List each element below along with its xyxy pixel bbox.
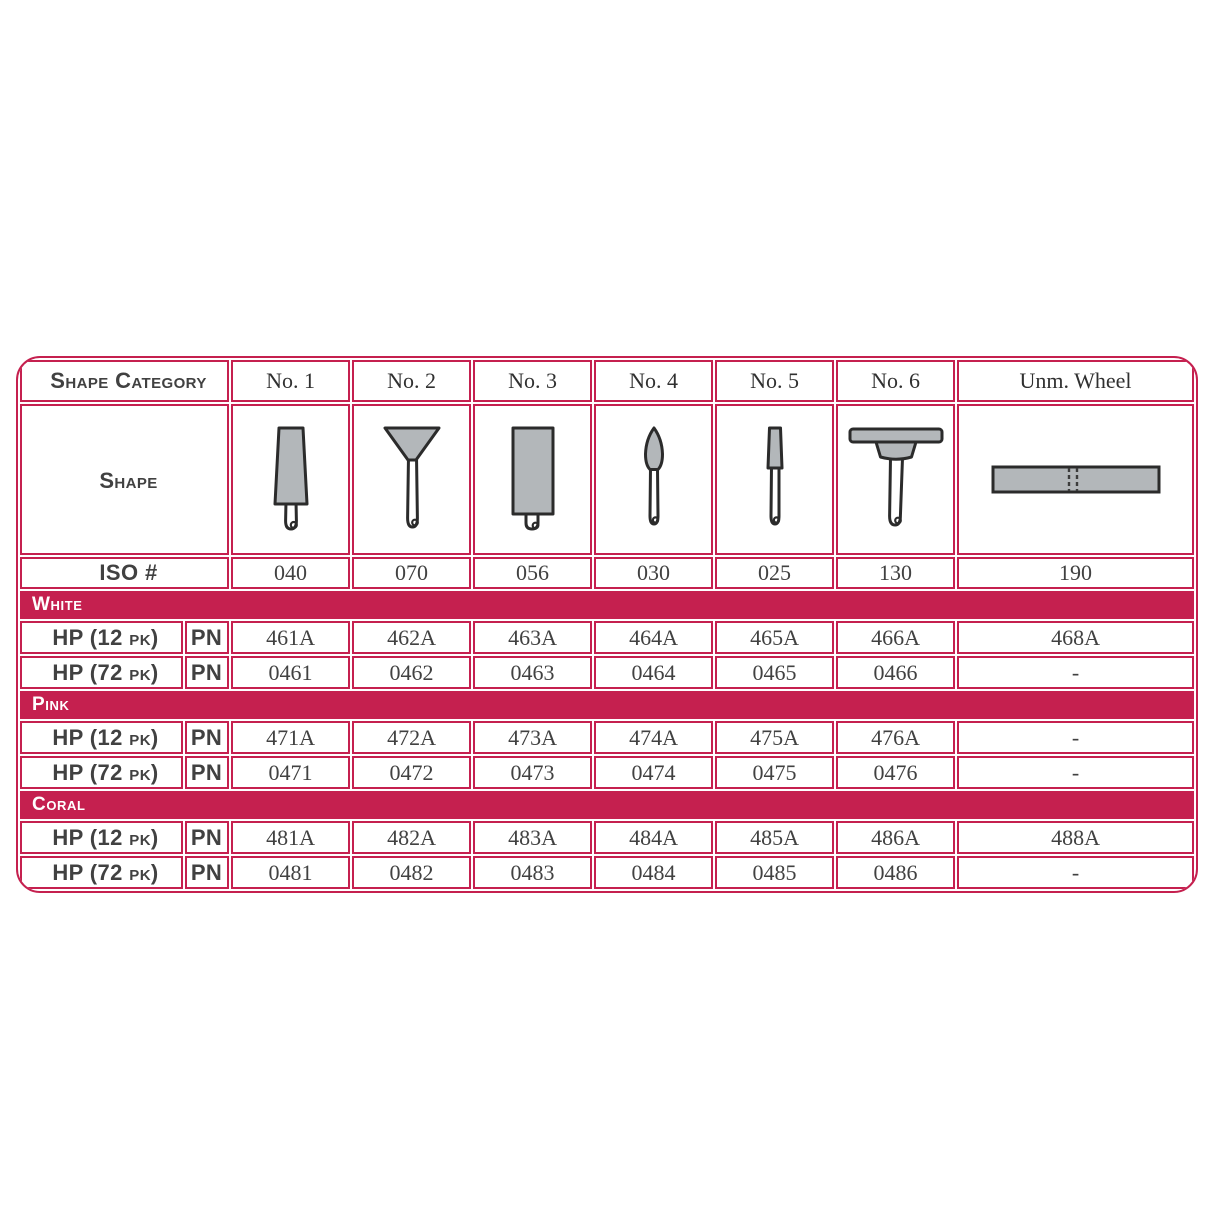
taper-point-icon — [762, 426, 788, 534]
part-number-cell: 488A — [957, 821, 1194, 854]
iso-number-cell: 056 — [473, 557, 592, 589]
part-number-cell: 461A — [231, 621, 350, 654]
part-number-cell: 0485 — [715, 856, 834, 889]
column-header-no6: No. 6 — [836, 360, 955, 402]
pack-size-label: HP (12 pk) — [20, 821, 183, 854]
flame-icon — [639, 426, 669, 534]
iso-number-label: ISO # — [20, 557, 229, 589]
part-number-cell: 0481 — [231, 856, 350, 889]
part-number-cell: 471A — [231, 721, 350, 754]
part-number-cell: 486A — [836, 821, 955, 854]
shape-cell-unm-wheel — [957, 404, 1194, 555]
pack-size-label: HP (72 pk) — [20, 856, 183, 889]
iso-number-cell: 070 — [352, 557, 471, 589]
pn-label: PN — [185, 721, 229, 754]
part-number-cell: 0465 — [715, 656, 834, 689]
part-number-cell: 485A — [715, 821, 834, 854]
pack-size-label: HP (12 pk) — [20, 621, 183, 654]
part-number-cell: 0462 — [352, 656, 471, 689]
iso-number-cell: 040 — [231, 557, 350, 589]
part-number-cell: - — [957, 721, 1194, 754]
part-number-cell: - — [957, 656, 1194, 689]
part-number-cell: 475A — [715, 721, 834, 754]
section-banner-pink: Pink — [20, 691, 1194, 719]
column-header-no5: No. 5 — [715, 360, 834, 402]
pn-label: PN — [185, 821, 229, 854]
column-header-no4: No. 4 — [594, 360, 713, 402]
pn-label: PN — [185, 756, 229, 789]
shape-category-table — [16, 356, 1198, 893]
part-number-cell: 0463 — [473, 656, 592, 689]
part-number-cell: 0466 — [836, 656, 955, 689]
iso-number-cell: 130 — [836, 557, 955, 589]
part-number-cell: 0473 — [473, 756, 592, 789]
inverted-cone-icon — [382, 426, 442, 534]
shape-row-label: Shape — [20, 404, 229, 555]
pn-label: PN — [185, 856, 229, 889]
shape-cell-no3 — [473, 404, 592, 555]
part-number-cell: 473A — [473, 721, 592, 754]
product-grid — [18, 358, 1196, 891]
part-number-cell: 0482 — [352, 856, 471, 889]
shape-cell-no6 — [836, 404, 955, 555]
part-number-cell: 0471 — [231, 756, 350, 789]
part-number-cell: 466A — [836, 621, 955, 654]
pack-size-label: HP (72 pk) — [20, 656, 183, 689]
pn-label: PN — [185, 656, 229, 689]
column-header-unm-wheel: Unm. Wheel — [957, 360, 1194, 402]
shape-cell-no4 — [594, 404, 713, 555]
pn-label: PN — [185, 621, 229, 654]
part-number-cell: 0472 — [352, 756, 471, 789]
unmounted-wheel-icon — [991, 465, 1161, 495]
part-number-cell: 0475 — [715, 756, 834, 789]
part-number-cell: 484A — [594, 821, 713, 854]
shape-cell-no5 — [715, 404, 834, 555]
section-banner-white: White — [20, 591, 1194, 619]
part-number-cell: 0464 — [594, 656, 713, 689]
part-number-cell: 468A — [957, 621, 1194, 654]
part-number-cell: - — [957, 856, 1194, 889]
iso-number-cell: 030 — [594, 557, 713, 589]
shape-cell-no1 — [231, 404, 350, 555]
part-number-cell: 465A — [715, 621, 834, 654]
part-number-cell: - — [957, 756, 1194, 789]
part-number-cell: 464A — [594, 621, 713, 654]
mounted-wheel-icon — [848, 426, 944, 534]
part-number-cell: 0474 — [594, 756, 713, 789]
part-number-cell: 482A — [352, 821, 471, 854]
part-number-cell: 462A — [352, 621, 471, 654]
taper-icon — [271, 426, 311, 534]
pack-size-label: HP (12 pk) — [20, 721, 183, 754]
pack-size-label: HP (72 pk) — [20, 756, 183, 789]
part-number-cell: 463A — [473, 621, 592, 654]
part-number-cell: 0476 — [836, 756, 955, 789]
part-number-cell: 0461 — [231, 656, 350, 689]
section-banner-coral: Coral — [20, 791, 1194, 819]
cylinder-icon — [510, 426, 556, 534]
part-number-cell: 0486 — [836, 856, 955, 889]
iso-number-cell: 190 — [957, 557, 1194, 589]
column-header-no1: No. 1 — [231, 360, 350, 402]
part-number-cell: 0484 — [594, 856, 713, 889]
part-number-cell: 474A — [594, 721, 713, 754]
part-number-cell: 472A — [352, 721, 471, 754]
column-header-no2: No. 2 — [352, 360, 471, 402]
shape-category-header: Shape Category — [20, 360, 229, 402]
iso-number-cell: 025 — [715, 557, 834, 589]
shape-cell-no2 — [352, 404, 471, 555]
part-number-cell: 483A — [473, 821, 592, 854]
part-number-cell: 481A — [231, 821, 350, 854]
part-number-cell: 0483 — [473, 856, 592, 889]
part-number-cell: 476A — [836, 721, 955, 754]
column-header-no3: No. 3 — [473, 360, 592, 402]
